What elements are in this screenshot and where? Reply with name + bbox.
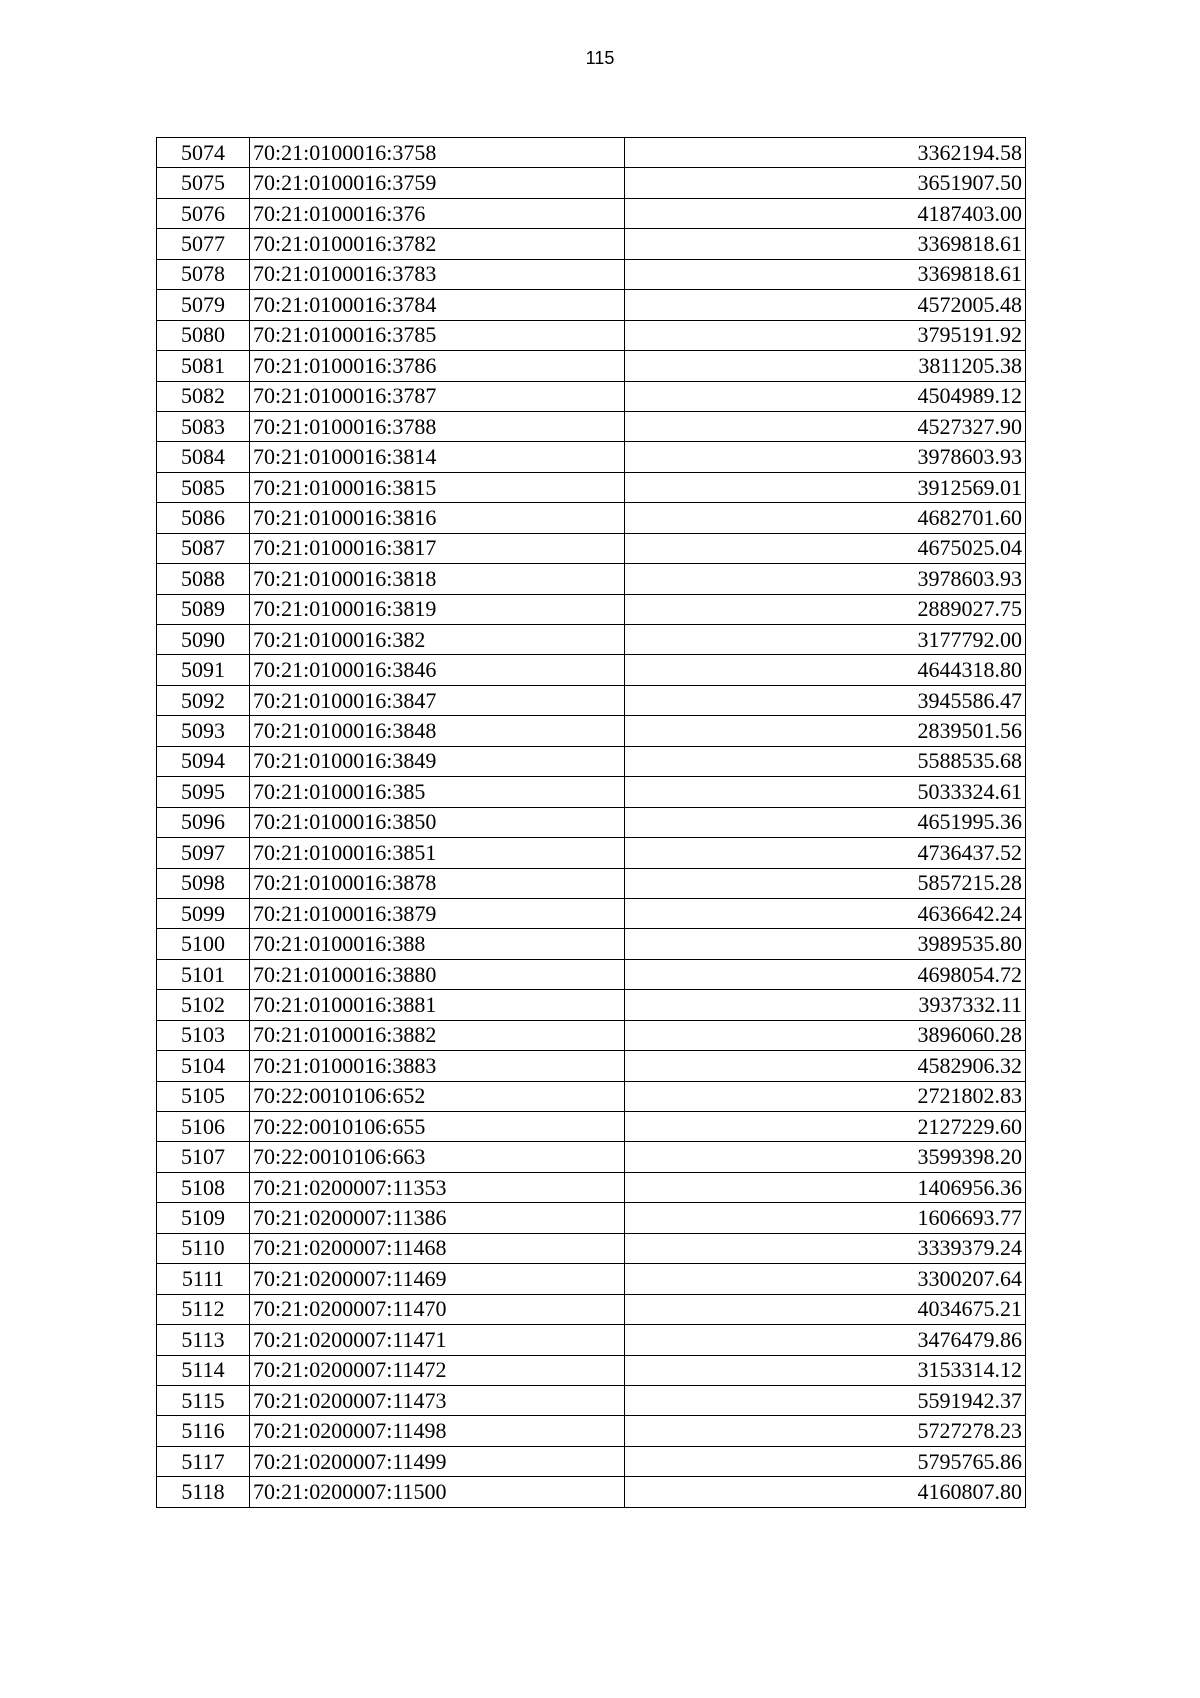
table-row (157, 168, 1026, 198)
cadastral-value-cell: 3896060.28 (625, 1020, 1026, 1050)
row-number-cell: 5110 (157, 1233, 250, 1263)
cadastral-number-cell: 70:21:0100016:388 (250, 929, 625, 959)
cadastral-value-cell: 3989535.80 (625, 929, 1026, 959)
cadastral-number-cell: 70:22:0010106:655 (250, 1112, 625, 1142)
cadastral-number-cell: 70:21:0100016:382 (250, 625, 625, 655)
cadastral-value-cell: 3978603.93 (625, 564, 1026, 594)
cadastral-value-cell: 3978603.93 (625, 442, 1026, 472)
cadastral-value-cell: 3912569.01 (625, 472, 1026, 502)
row-number-cell: 5086 (157, 503, 250, 533)
cadastral-value-cell: 4504989.12 (625, 381, 1026, 411)
cadastral-number-cell: 70:21:0200007:11473 (250, 1385, 625, 1415)
row-number-cell: 5101 (157, 959, 250, 989)
table-row (157, 1051, 1026, 1081)
cadastral-number-cell: 70:21:0100016:3783 (250, 259, 625, 289)
cadastral-value-cell: 4736437.52 (625, 838, 1026, 868)
cadastral-value-cell: 4187403.00 (625, 198, 1026, 228)
table-row (157, 351, 1026, 381)
cadastral-value-cell: 2127229.60 (625, 1112, 1026, 1142)
cadastral-value-cell: 3369818.61 (625, 229, 1026, 259)
cadastral-number-cell: 70:22:0010106:663 (250, 1142, 625, 1172)
cadastral-number-cell: 70:21:0100016:3782 (250, 229, 625, 259)
row-number-cell: 5117 (157, 1446, 250, 1476)
row-number-cell: 5097 (157, 838, 250, 868)
table-row (157, 959, 1026, 989)
cadastral-value-cell: 4698054.72 (625, 959, 1026, 989)
table-row (157, 868, 1026, 898)
table-row (157, 1172, 1026, 1202)
table-row (157, 1020, 1026, 1050)
cadastral-value-cell: 5591942.37 (625, 1385, 1026, 1415)
cadastral-value-cell: 4527327.90 (625, 411, 1026, 441)
table-row (157, 1477, 1026, 1507)
table-row (157, 1081, 1026, 1111)
row-number-cell: 5079 (157, 290, 250, 320)
cadastral-value-cell: 3651907.50 (625, 168, 1026, 198)
table-row (157, 685, 1026, 715)
row-number-cell: 5108 (157, 1172, 250, 1202)
table-row (157, 1446, 1026, 1476)
table-row (157, 503, 1026, 533)
row-number-cell: 5104 (157, 1051, 250, 1081)
row-number-cell: 5087 (157, 533, 250, 563)
row-number-cell: 5107 (157, 1142, 250, 1172)
cadastral-number-cell: 70:21:0100016:3879 (250, 898, 625, 928)
row-number-cell: 5080 (157, 320, 250, 350)
cadastral-number-cell: 70:21:0100016:3819 (250, 594, 625, 624)
table-row (157, 777, 1026, 807)
row-number-cell: 5092 (157, 685, 250, 715)
cadastral-value-cell: 3300207.64 (625, 1264, 1026, 1294)
row-number-cell: 5118 (157, 1477, 250, 1507)
cadastral-number-cell: 70:21:0100016:3814 (250, 442, 625, 472)
cadastral-number-cell: 70:21:0100016:3815 (250, 472, 625, 502)
cadastral-number-cell: 70:21:0100016:385 (250, 777, 625, 807)
cadastral-number-cell: 70:21:0200007:11469 (250, 1264, 625, 1294)
table-row (157, 898, 1026, 928)
cadastral-value-cell: 4651995.36 (625, 807, 1026, 837)
row-number-cell: 5091 (157, 655, 250, 685)
table-row (157, 1112, 1026, 1142)
cadastral-value-cell: 3599398.20 (625, 1142, 1026, 1172)
cadastral-value-cell: 4675025.04 (625, 533, 1026, 563)
cadastral-value-cell: 3476479.86 (625, 1325, 1026, 1355)
cadastral-number-cell: 70:21:0100016:3847 (250, 685, 625, 715)
table-row (157, 259, 1026, 289)
table-row (157, 807, 1026, 837)
cadastral-number-cell: 70:21:0100016:3849 (250, 746, 625, 776)
table-row (157, 1325, 1026, 1355)
cadastral-number-cell: 70:21:0100016:3788 (250, 411, 625, 441)
cadastral-value-cell: 3177792.00 (625, 625, 1026, 655)
row-number-cell: 5112 (157, 1294, 250, 1324)
row-number-cell: 5103 (157, 1020, 250, 1050)
row-number-cell: 5084 (157, 442, 250, 472)
row-number-cell: 5082 (157, 381, 250, 411)
cadastral-value-cell: 3937332.11 (625, 990, 1026, 1020)
cadastral-number-cell: 70:21:0100016:3882 (250, 1020, 625, 1050)
cadastral-number-cell: 70:21:0100016:3785 (250, 320, 625, 350)
cadastral-number-cell: 70:21:0200007:11500 (250, 1477, 625, 1507)
cadastral-number-cell: 70:21:0100016:3759 (250, 168, 625, 198)
table-row (157, 472, 1026, 502)
table-body (157, 138, 1026, 1508)
row-number-cell: 5094 (157, 746, 250, 776)
cadastral-value-cell: 3811205.38 (625, 351, 1026, 381)
cadastral-number-cell: 70:21:0100016:3787 (250, 381, 625, 411)
table-row (157, 625, 1026, 655)
table-row (157, 381, 1026, 411)
cadastral-number-cell: 70:21:0200007:11471 (250, 1325, 625, 1355)
table-row (157, 655, 1026, 685)
cadastral-value-cell: 4160807.80 (625, 1477, 1026, 1507)
cadastral-number-cell: 70:21:0200007:11468 (250, 1233, 625, 1263)
row-number-cell: 5081 (157, 351, 250, 381)
cadastral-number-cell: 70:21:0100016:3878 (250, 868, 625, 898)
table-row (157, 564, 1026, 594)
table-row (157, 533, 1026, 563)
cadastral-value-cell: 3795191.92 (625, 320, 1026, 350)
cadastral-value-cell: 4582906.32 (625, 1051, 1026, 1081)
cadastral-value-cell: 5857215.28 (625, 868, 1026, 898)
cadastral-value-cell: 5588535.68 (625, 746, 1026, 776)
row-number-cell: 5085 (157, 472, 250, 502)
cadastral-number-cell: 70:21:0100016:3881 (250, 990, 625, 1020)
cadastral-value-cell: 4572005.48 (625, 290, 1026, 320)
table-row (157, 1203, 1026, 1233)
cadastral-value-cell: 3153314.12 (625, 1355, 1026, 1385)
table-row (157, 929, 1026, 959)
cadastral-value-cell: 5795765.86 (625, 1446, 1026, 1476)
cadastral-number-cell: 70:21:0100016:3786 (250, 351, 625, 381)
table-row (157, 442, 1026, 472)
table-row (157, 594, 1026, 624)
cadastral-number-cell: 70:21:0100016:3816 (250, 503, 625, 533)
row-number-cell: 5074 (157, 138, 250, 168)
row-number-cell: 5099 (157, 898, 250, 928)
table-row (157, 1385, 1026, 1415)
row-number-cell: 5095 (157, 777, 250, 807)
cadastral-value-cell: 5033324.61 (625, 777, 1026, 807)
cadastral-value-cell: 3362194.58 (625, 138, 1026, 168)
cadastral-number-cell: 70:21:0200007:11470 (250, 1294, 625, 1324)
table-row (157, 411, 1026, 441)
table-row (157, 746, 1026, 776)
cadastral-value-cell: 4682701.60 (625, 503, 1026, 533)
cadastral-number-cell: 70:21:0100016:3817 (250, 533, 625, 563)
cadastral-value-cell: 1606693.77 (625, 1203, 1026, 1233)
cadastral-value-cell: 3945586.47 (625, 685, 1026, 715)
row-number-cell: 5089 (157, 594, 250, 624)
cadastral-number-cell: 70:22:0010106:652 (250, 1081, 625, 1111)
cadastral-number-cell: 70:21:0100016:3846 (250, 655, 625, 685)
table-row (157, 1142, 1026, 1172)
cadastral-number-cell: 70:21:0200007:11386 (250, 1203, 625, 1233)
cadastral-number-cell: 70:21:0100016:3851 (250, 838, 625, 868)
row-number-cell: 5075 (157, 168, 250, 198)
cadastral-number-cell: 70:21:0100016:3848 (250, 716, 625, 746)
row-number-cell: 5115 (157, 1385, 250, 1415)
cadastral-value-cell: 4644318.80 (625, 655, 1026, 685)
table-row (157, 716, 1026, 746)
cadastral-number-cell: 70:21:0200007:11498 (250, 1416, 625, 1446)
row-number-cell: 5106 (157, 1112, 250, 1142)
cadastral-number-cell: 70:21:0200007:11499 (250, 1446, 625, 1476)
table-row (157, 320, 1026, 350)
cadastral-number-cell: 70:21:0200007:11353 (250, 1172, 625, 1202)
row-number-cell: 5083 (157, 411, 250, 441)
cadastral-number-cell: 70:21:0100016:3818 (250, 564, 625, 594)
row-number-cell: 5114 (157, 1355, 250, 1385)
row-number-cell: 5096 (157, 807, 250, 837)
table-row (157, 990, 1026, 1020)
row-number-cell: 5105 (157, 1081, 250, 1111)
row-number-cell: 5088 (157, 564, 250, 594)
row-number-cell: 5109 (157, 1203, 250, 1233)
cadastral-value-cell: 3339379.24 (625, 1233, 1026, 1263)
cadastral-value-cell: 5727278.23 (625, 1416, 1026, 1446)
cadastral-number-cell: 70:21:0100016:3883 (250, 1051, 625, 1081)
table-row (157, 198, 1026, 228)
row-number-cell: 5076 (157, 198, 250, 228)
table-row (157, 1294, 1026, 1324)
cadastral-value-cell: 2839501.56 (625, 716, 1026, 746)
table-row (157, 229, 1026, 259)
cadastral-value-cell: 4034675.21 (625, 1294, 1026, 1324)
row-number-cell: 5111 (157, 1264, 250, 1294)
cadastral-value-cell: 4636642.24 (625, 898, 1026, 928)
cadastral-value-table (156, 137, 1026, 1508)
table-row (157, 1264, 1026, 1294)
cadastral-number-cell: 70:21:0100016:3880 (250, 959, 625, 989)
row-number-cell: 5077 (157, 229, 250, 259)
table-row (157, 838, 1026, 868)
cadastral-number-cell: 70:21:0100016:3784 (250, 290, 625, 320)
cadastral-value-cell: 2889027.75 (625, 594, 1026, 624)
row-number-cell: 5102 (157, 990, 250, 1020)
cadastral-number-cell: 70:21:0100016:376 (250, 198, 625, 228)
table-row (157, 1416, 1026, 1446)
cadastral-number-cell: 70:21:0100016:3850 (250, 807, 625, 837)
row-number-cell: 5113 (157, 1325, 250, 1355)
row-number-cell: 5078 (157, 259, 250, 289)
row-number-cell: 5100 (157, 929, 250, 959)
row-number-cell: 5090 (157, 625, 250, 655)
cadastral-value-cell: 1406956.36 (625, 1172, 1026, 1202)
table-row (157, 1355, 1026, 1385)
table-row (157, 290, 1026, 320)
cadastral-value-cell: 2721802.83 (625, 1081, 1026, 1111)
cadastral-value-cell: 3369818.61 (625, 259, 1026, 289)
row-number-cell: 5093 (157, 716, 250, 746)
row-number-cell: 5116 (157, 1416, 250, 1446)
cadastral-number-cell: 70:21:0200007:11472 (250, 1355, 625, 1385)
table-row (157, 138, 1026, 168)
row-number-cell: 5098 (157, 868, 250, 898)
cadastral-number-cell: 70:21:0100016:3758 (250, 138, 625, 168)
page-number: 115 (585, 48, 615, 68)
table-row (157, 1233, 1026, 1263)
